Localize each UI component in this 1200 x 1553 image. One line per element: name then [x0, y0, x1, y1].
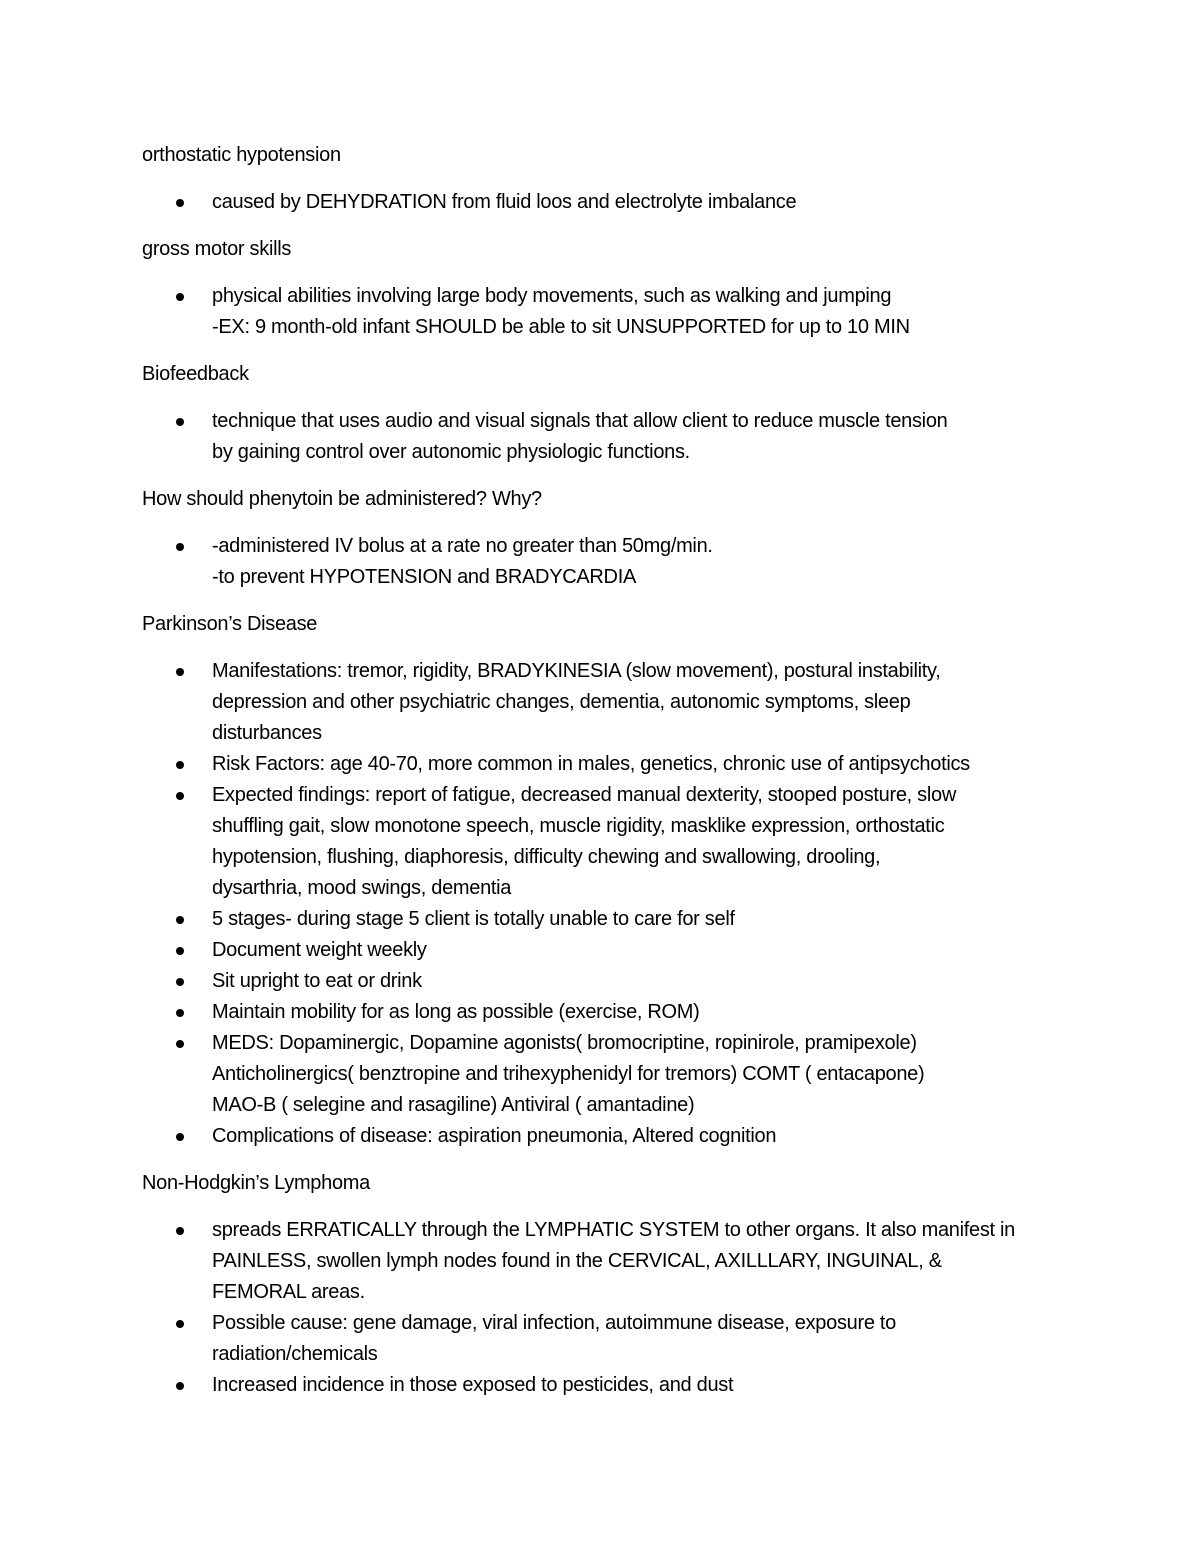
list-item-line: Increased incidence in those exposed to pesticides, and dust: [212, 1374, 734, 1396]
bullet-icon: [176, 792, 184, 800]
section-heading: gross motor skills: [142, 238, 292, 260]
bullet-list: [142, 531, 1072, 593]
list-item: [142, 1028, 1072, 1121]
bullet-icon: [176, 916, 184, 924]
bullet-list: [142, 406, 1072, 468]
list-item-line: by gaining control over autonomic physiologic functions.: [212, 441, 690, 463]
list-item-line: -to prevent HYPOTENSION and BRADYCARDIA: [212, 566, 636, 588]
list-item-line: Maintain mobility for as long as possible (exercise, ROM): [212, 1001, 700, 1023]
list-item: [142, 406, 1072, 468]
list-item-line: -administered IV bolus at a rate no greater than 50mg/min.: [212, 535, 713, 557]
bullet-icon: [176, 1133, 184, 1141]
bullet-icon: [176, 1382, 184, 1390]
bullet-icon: [176, 1040, 184, 1048]
list-item: [142, 1121, 1072, 1152]
bullet-list: [142, 1215, 1072, 1401]
bullet-icon: [176, 1320, 184, 1328]
section-heading: Non-Hodgkin’s Lymphoma: [142, 1172, 370, 1194]
list-item-line: radiation/chemicals: [212, 1343, 378, 1365]
list-item: [142, 749, 1072, 780]
section-heading: orthostatic hypotension: [142, 144, 341, 166]
bullet-icon: [176, 543, 184, 551]
bullet-list: [142, 187, 1072, 218]
bullet-icon: [176, 293, 184, 301]
list-item: [142, 1308, 1072, 1370]
list-item-line: hypotension, flushing, diaphoresis, difficulty chewing and swallowing, drooling,: [212, 846, 881, 868]
list-item-line: MAO-B ( selegine and rasagiline) Antiviral ( amantadine): [212, 1094, 695, 1116]
section-heading: Biofeedback: [142, 363, 249, 385]
list-item-line: Sit upright to eat or drink: [212, 970, 422, 992]
bullet-list: [142, 281, 1072, 343]
list-item-line: Anticholinergics( benztropine and trihexyphenidyl for tremors) COMT ( entacapone): [212, 1063, 925, 1085]
list-item: [142, 966, 1072, 997]
bullet-icon: [176, 1009, 184, 1017]
list-item-line: Risk Factors: age 40-70, more common in males, genetics, chronic use of antipsychotics: [212, 753, 970, 775]
bullet-icon: [176, 1227, 184, 1235]
bullet-list: [142, 656, 1072, 1152]
list-item-line: shuffling gait, slow monotone speech, muscle rigidity, masklike expression, orthostatic: [212, 815, 945, 837]
bullet-icon: [176, 947, 184, 955]
list-item: [142, 780, 1072, 904]
document-body: [142, 140, 1072, 1417]
list-item-line: disturbances: [212, 722, 322, 744]
list-item-line: Complications of disease: aspiration pneumonia, Altered cognition: [212, 1125, 777, 1147]
list-item-line: 5 stages- during stage 5 client is totally unable to care for self: [212, 908, 735, 930]
bullet-icon: [176, 978, 184, 986]
list-item-line: technique that uses audio and visual signals that allow client to reduce muscle tension: [212, 410, 948, 432]
bullet-icon: [176, 199, 184, 207]
bullet-icon: [176, 668, 184, 676]
list-item: [142, 187, 1072, 218]
list-item-line: depression and other psychiatric changes, dementia, autonomic symptoms, sleep: [212, 691, 911, 713]
list-item-line: Possible cause: gene damage, viral infection, autoimmune disease, exposure to: [212, 1312, 896, 1334]
list-item: [142, 281, 1072, 343]
list-item-line: -EX: 9 month-old infant SHOULD be able to sit UNSUPPORTED for up to 10 MIN: [212, 316, 910, 338]
list-item-line: Expected findings: report of fatigue, decreased manual dexterity, stooped posture, slow: [212, 784, 956, 806]
list-item-line: caused by DEHYDRATION from fluid loos and electrolyte imbalance: [212, 191, 797, 213]
list-item-line: physical abilities involving large body movements, such as walking and jumping: [212, 285, 892, 307]
list-item-line: MEDS: Dopaminergic, Dopamine agonists( bromocriptine, ropinirole, pramipexole): [212, 1032, 917, 1054]
list-item: [142, 656, 1072, 749]
list-item: [142, 997, 1072, 1028]
list-item-line: Document weight weekly: [212, 939, 427, 961]
list-item: [142, 1370, 1072, 1401]
list-item: [142, 1215, 1072, 1308]
list-item-line: FEMORAL areas.: [212, 1281, 365, 1303]
list-item-line: spreads ERRATICALLY through the LYMPHATIC SYSTEM to other organs. It also manifest in: [212, 1219, 1016, 1241]
list-item-line: PAINLESS, swollen lymph nodes found in the CERVICAL, AXILLLARY, INGUINAL, &: [212, 1250, 942, 1272]
list-item: [142, 935, 1072, 966]
list-item-line: dysarthria, mood swings, dementia: [212, 877, 512, 899]
list-item: [142, 531, 1072, 593]
section-heading: How should phenytoin be administered? Why?: [142, 488, 542, 510]
list-item-line: Manifestations: tremor, rigidity, BRADYKINESIA (slow movement), postural instability,: [212, 660, 941, 682]
bullet-icon: [176, 418, 184, 426]
section-heading: Parkinson’s Disease: [142, 613, 318, 635]
bullet-icon: [176, 761, 184, 769]
list-item: [142, 904, 1072, 935]
